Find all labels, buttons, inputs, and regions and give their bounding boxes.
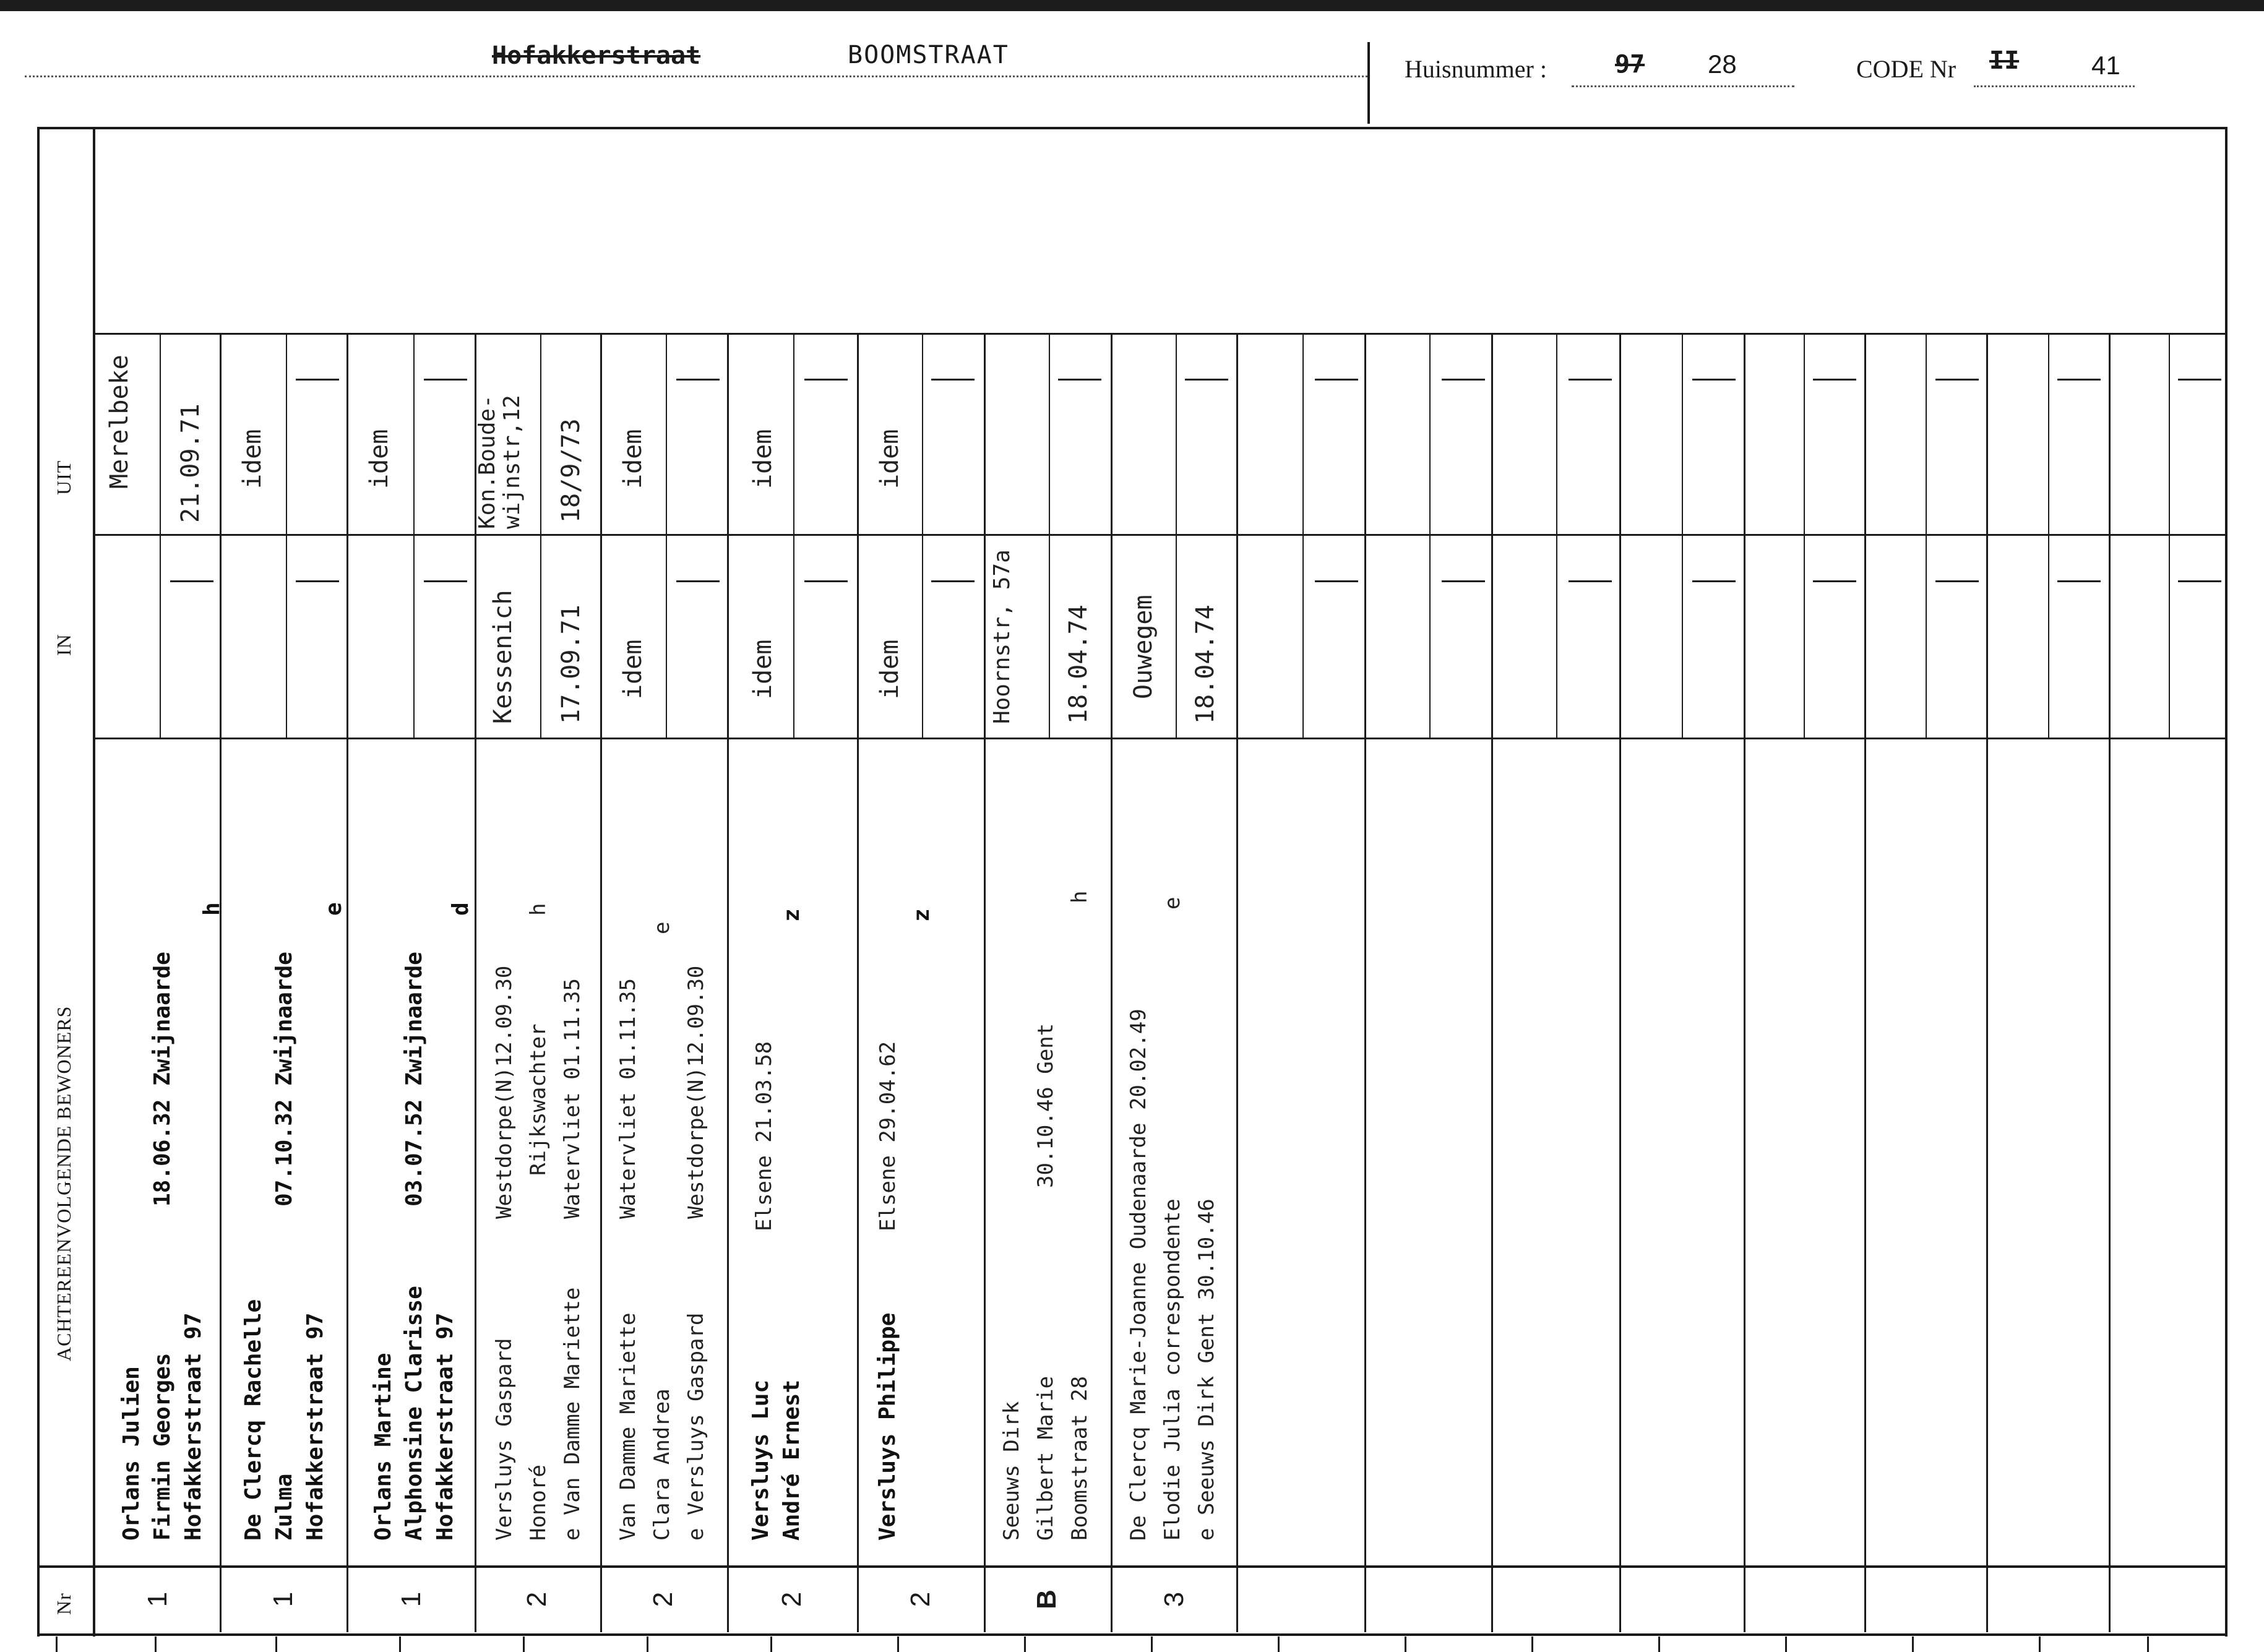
resident-line: Versluys Gaspard bbox=[492, 1338, 517, 1541]
resident-line: Clara Andrea bbox=[650, 1388, 674, 1541]
status-code: h bbox=[1067, 890, 1092, 903]
uit-place: idem bbox=[238, 429, 267, 489]
birth-info: 03.07.52 Zwijnaarde bbox=[402, 952, 427, 1207]
uit-place: Merelbeke bbox=[105, 355, 134, 489]
uit-date: 21.09.71 bbox=[176, 403, 205, 523]
huisnummer-dotted-line bbox=[1572, 85, 1794, 87]
resident-extra: Westdorpe(N)12.09.30 bbox=[684, 965, 708, 1219]
birth-info: Elsene 21.03.58 bbox=[752, 1041, 777, 1231]
uit-place: idem bbox=[619, 429, 647, 489]
household-nr: 1 bbox=[268, 1591, 298, 1607]
status-code: d bbox=[448, 902, 473, 916]
household-nr: 3 bbox=[1159, 1591, 1189, 1607]
birth-info: 30.10.46 Gent bbox=[1033, 1023, 1058, 1188]
street-name: BOOMSTRAAT bbox=[848, 41, 1009, 69]
column-nr-label: Nr bbox=[53, 1593, 75, 1615]
in-place: Ouwegem bbox=[1129, 595, 1158, 699]
resident-line: Seeuws Dirk bbox=[999, 1401, 1024, 1541]
resident-line: Boomstraat 28 bbox=[1067, 1375, 1092, 1541]
resident-line: Hofakkerstraat 97 bbox=[181, 1312, 206, 1541]
birth-info: 18.06.32 Zwijnaarde bbox=[150, 952, 175, 1207]
resident-line: Van Damme Mariette bbox=[616, 1312, 640, 1541]
column-uit-label: UIT bbox=[53, 460, 75, 495]
in-place: idem bbox=[749, 639, 777, 699]
resident-line: Elodie Julia correspondente bbox=[1160, 1198, 1185, 1541]
resident-line: Zulma bbox=[272, 1473, 297, 1541]
uit-place: idem bbox=[876, 429, 904, 489]
uit-place: Kon.Boude-wijnstr,12 bbox=[475, 395, 525, 529]
resident-line: Orlans Martine bbox=[371, 1353, 396, 1541]
household-nr: 2 bbox=[648, 1591, 678, 1607]
resident-line: e Van Damme Mariette bbox=[560, 1287, 585, 1541]
resident-line: Firmin Georges bbox=[150, 1353, 175, 1541]
household-nr: 2 bbox=[905, 1591, 936, 1607]
resident-line: Versluys Philippe bbox=[875, 1312, 900, 1541]
code-struck: II bbox=[1989, 46, 2020, 75]
resident-extra: Watervliet 01.11.35 bbox=[560, 978, 585, 1219]
resident-line: e Versluys Gaspard bbox=[684, 1312, 708, 1541]
status-code: e bbox=[650, 921, 674, 934]
resident-line: Honoré bbox=[526, 1465, 551, 1541]
header-divider bbox=[1367, 42, 1370, 124]
household-nr: 1 bbox=[396, 1591, 426, 1607]
code-label: CODE Nr bbox=[1856, 55, 1956, 83]
resident-line: De Clercq Marie-Joanne Oudenaarde 20.02.49 bbox=[1126, 1009, 1151, 1541]
household-nr: B bbox=[1031, 1590, 1062, 1609]
status-code: h bbox=[199, 902, 225, 916]
in-place: Hoornstr, 57a bbox=[989, 549, 1015, 724]
in-date: 17.09.71 bbox=[557, 604, 585, 724]
scan-top-border bbox=[0, 0, 2264, 11]
status-code: e bbox=[1160, 897, 1185, 910]
status-code: e bbox=[321, 902, 346, 916]
household-nr: 2 bbox=[777, 1591, 807, 1607]
huisnummer-value: 28 bbox=[1708, 49, 1737, 79]
resident-line: e Seeuws Dirk Gent 30.10.46 bbox=[1194, 1198, 1219, 1541]
resident-line: Orlans Julien bbox=[119, 1366, 144, 1541]
uit-date: 18/9/73 bbox=[557, 418, 585, 523]
huisnummer-label: Huisnummer : bbox=[1405, 55, 1547, 83]
household-nr: 1 bbox=[142, 1591, 173, 1607]
huisnummer-struck: 97 bbox=[1615, 50, 1645, 79]
resident-line: Versluys Luc bbox=[748, 1379, 773, 1541]
column-in-label: IN bbox=[53, 634, 75, 656]
resident-line: André Ernest bbox=[779, 1379, 804, 1541]
status-code: z bbox=[779, 908, 804, 922]
in-place: Kessenich bbox=[489, 590, 517, 724]
resident-line: Alphonsine Clarisse bbox=[402, 1286, 427, 1541]
resident-line: Gilbert Marie bbox=[1033, 1375, 1058, 1541]
resident-extra: Westdorpe(N)12.09.30 bbox=[492, 965, 517, 1219]
birth-info: 07.10.32 Zwijnaarde bbox=[272, 952, 297, 1207]
resident-extra: Rijkswachter bbox=[526, 1023, 551, 1176]
in-place: idem bbox=[876, 639, 904, 699]
in-place: idem bbox=[619, 639, 647, 699]
resident-line: Hofakkerstraat 97 bbox=[433, 1312, 458, 1541]
status-code: z bbox=[909, 908, 934, 922]
column-bewoners-label: ACHTEREENVOLGENDE BEWONERS bbox=[53, 1005, 75, 1361]
uit-place: idem bbox=[749, 429, 777, 489]
code-value: 41 bbox=[2091, 51, 2120, 80]
in-date: 18.04.74 bbox=[1191, 604, 1220, 724]
resident-line: Hofakkerstraat 97 bbox=[303, 1312, 328, 1541]
resident-line: De Clercq Rachelle bbox=[241, 1299, 266, 1541]
household-nr: 2 bbox=[522, 1591, 552, 1607]
uit-place: idem bbox=[365, 429, 394, 489]
status-code: h bbox=[526, 903, 551, 916]
resident-extra: Watervliet 01.11.35 bbox=[616, 978, 640, 1219]
street-struck: Hofakkerstraat bbox=[492, 41, 701, 70]
in-date: 18.04.74 bbox=[1064, 604, 1093, 724]
birth-info: Elsene 29.04.62 bbox=[876, 1041, 900, 1231]
